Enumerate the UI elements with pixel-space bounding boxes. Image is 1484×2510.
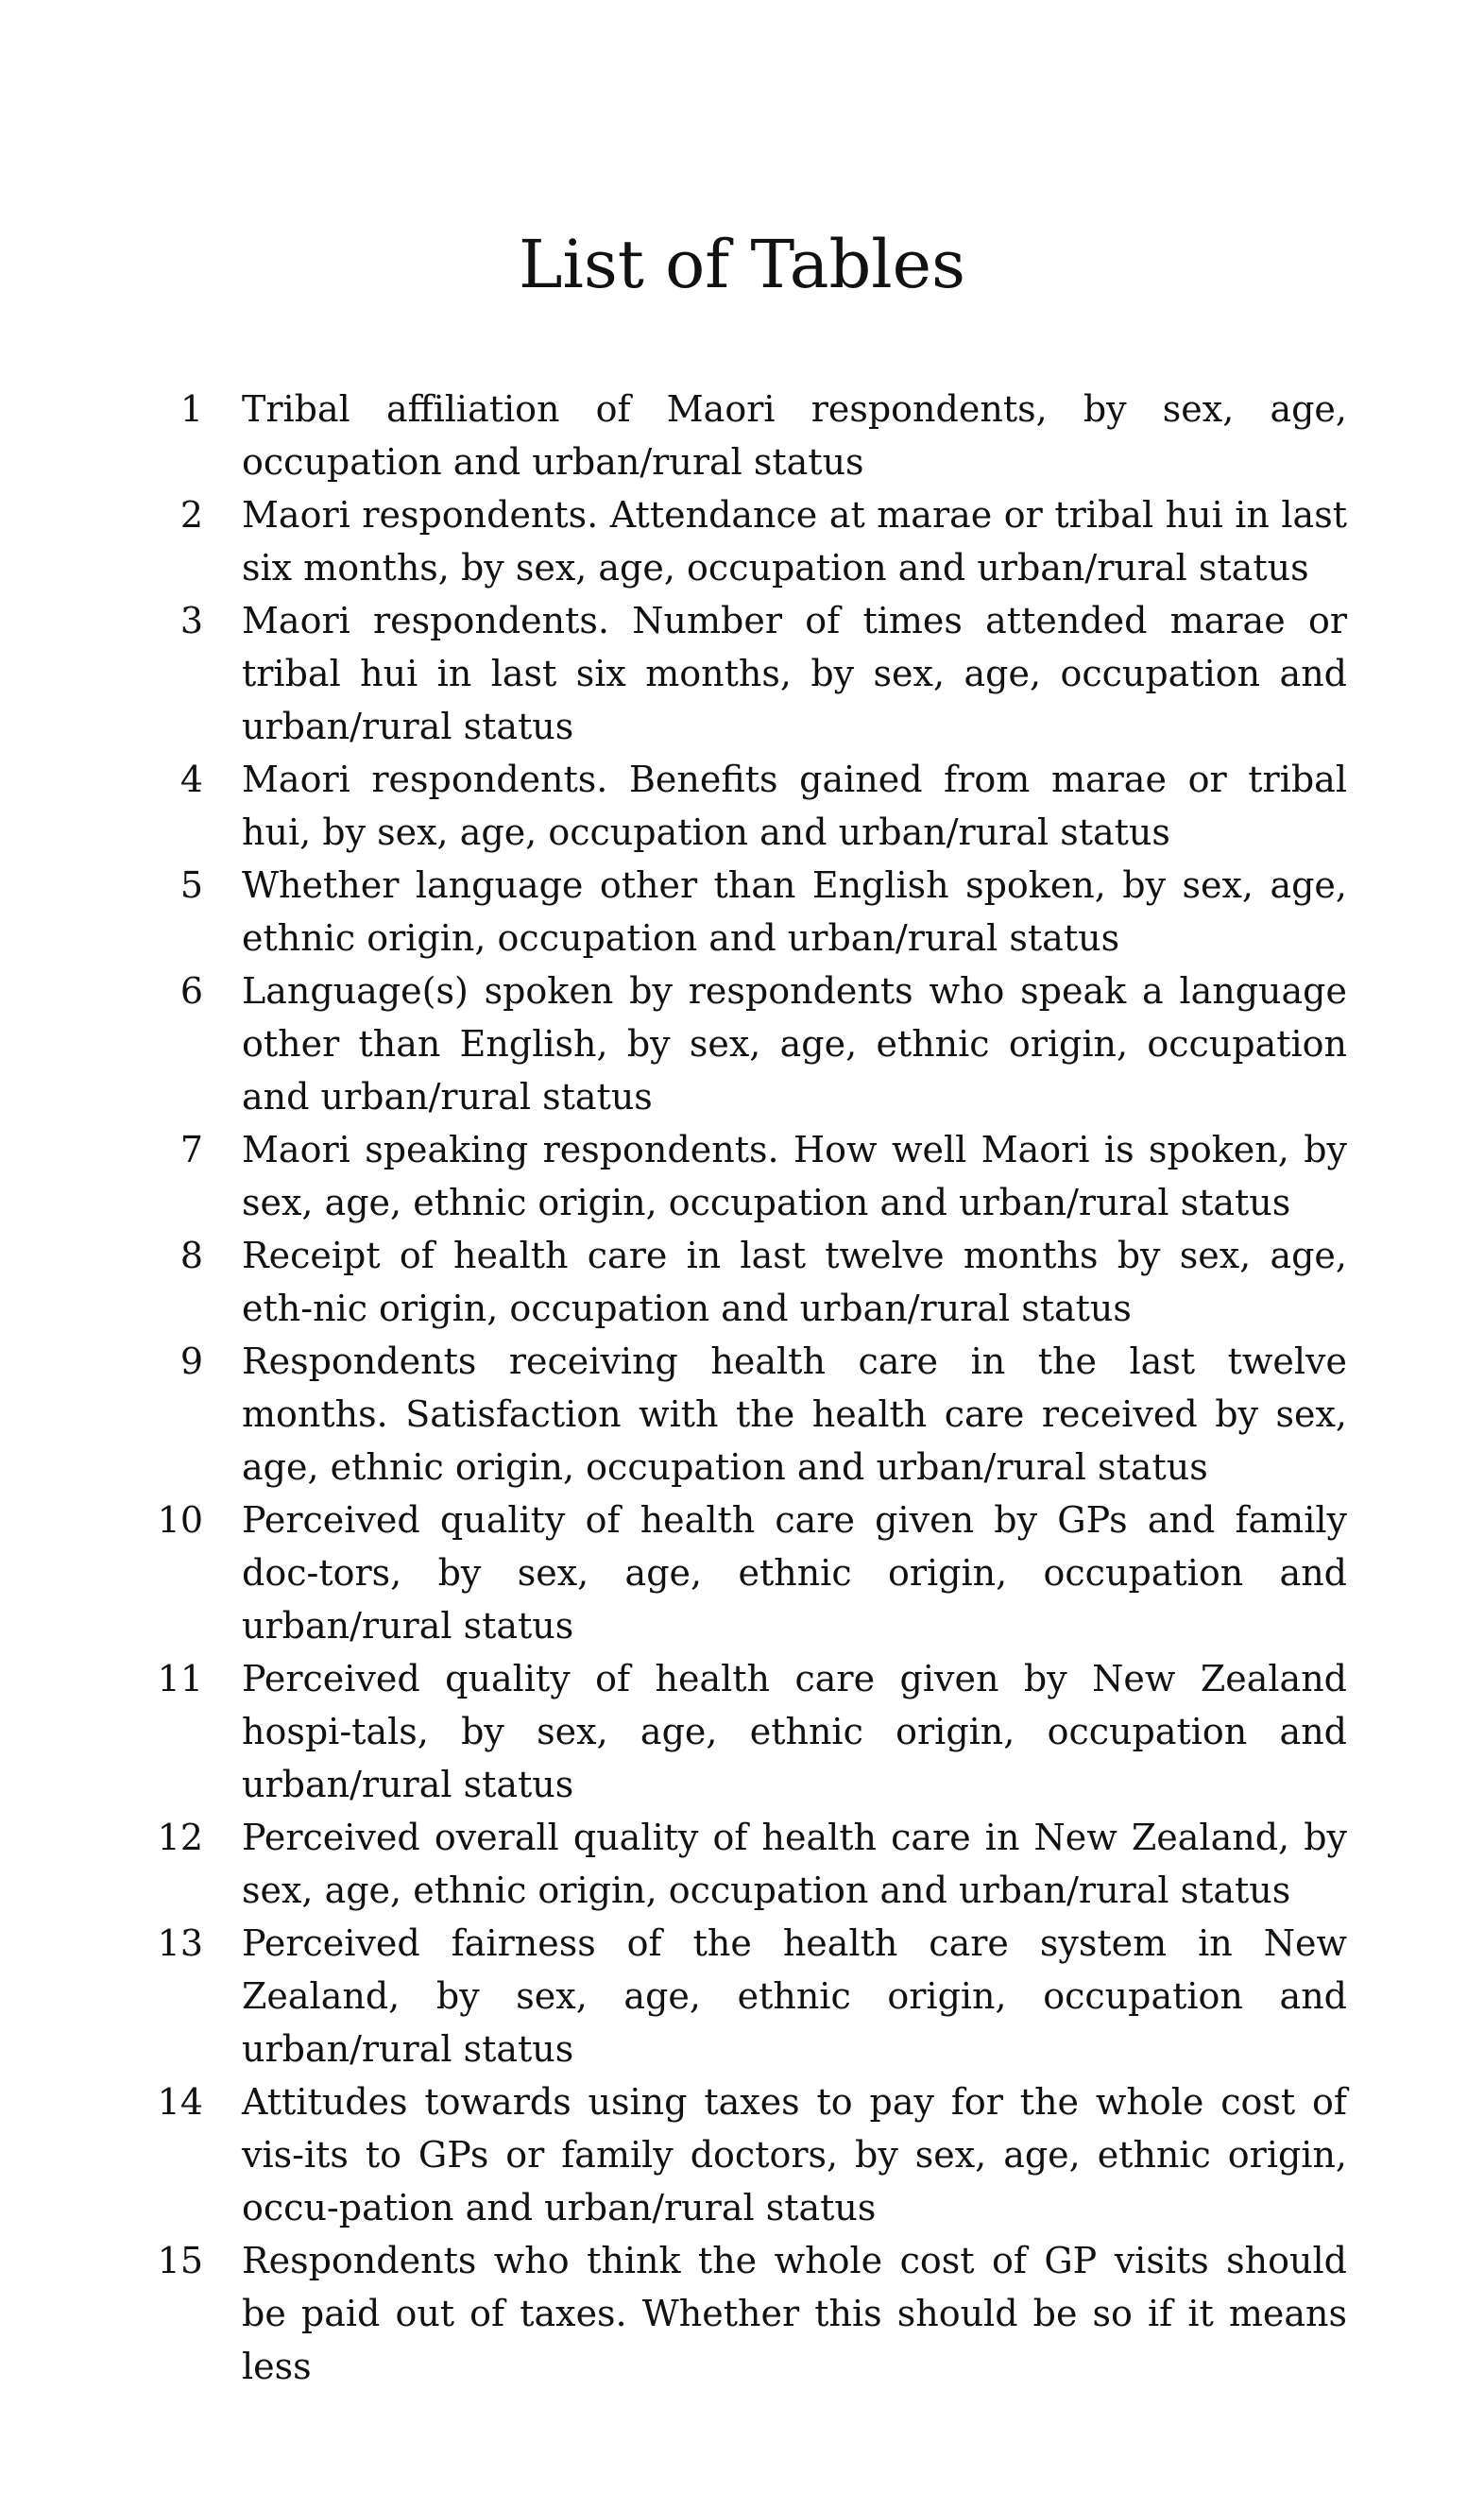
table-title: Receipt of health care in last twelve months by sex, age, eth-nic origin, occupation and urban/rural status <box>242 1235 1347 1329</box>
table-entry-4 <box>0 753 1484 859</box>
table-entry-9 <box>0 1335 1484 1494</box>
page-title: List of Tables <box>518 226 965 303</box>
table-entry-7 <box>0 1123 1484 1229</box>
table-number: 13 <box>157 1922 203 1964</box>
table-number: 7 <box>179 1129 203 1170</box>
table-title: Language(s) spoken by respondents who speak a language other than English, by sex, age, ethnic origin, occupation and urban/rural status <box>242 970 1347 1118</box>
table-number: 12 <box>157 1817 203 1858</box>
table-title: Attitudes towards using taxes to pay for the whole cost of vis-its to GPs or family doctors, by sex, age, ethnic origin, occu-pation and urban/rural status <box>242 2081 1347 2228</box>
table-entry-13 <box>0 1917 1484 2075</box>
table-title: Whether language other than English spoken, by sex, age, ethnic origin, occupation and urban/rural status <box>242 864 1347 959</box>
table-entry-6 <box>0 965 1484 1123</box>
table-title: Respondents receiving health care in the last twelve months. Satisfaction with the health care received by sex, age, ethnic origin, occupation and urban/rural status <box>242 1340 1347 1488</box>
table-number: 11 <box>157 1658 203 1699</box>
table-number: 2 <box>179 494 203 536</box>
table-entry-8 <box>0 1229 1484 1335</box>
table-number: 4 <box>179 759 203 800</box>
table-entry-12 <box>0 1811 1484 1917</box>
list-of-tables <box>0 383 1484 2393</box>
table-number: 9 <box>179 1340 203 1382</box>
table-number: 1 <box>179 388 203 430</box>
table-entry-2 <box>0 488 1484 594</box>
table-entry-3 <box>0 594 1484 753</box>
table-entry-11 <box>0 1652 1484 1811</box>
table-entry-15 <box>0 2234 1484 2393</box>
table-title: Maori respondents. Attendance at marae or tribal hui in last six months, by sex, age, occupation and urban/rural status <box>242 494 1347 589</box>
table-title: Tribal affiliation of Maori respondents, by sex, age, occupation and urban/rural status <box>242 388 1347 483</box>
table-title: Perceived quality of health care given by GPs and family doc-tors, by sex, age, ethnic origin, occupation and urban/rural status <box>242 1499 1347 1647</box>
table-title: Perceived overall quality of health care in New Zealand, by sex, age, ethnic origin, occupation and urban/rural status <box>242 1817 1347 1911</box>
table-entry-10 <box>0 1494 1484 1652</box>
table-title: Maori speaking respondents. How well Maori is spoken, by sex, age, ethnic origin, occupation and urban/rural status <box>242 1129 1347 1223</box>
table-title: Maori respondents. Benefits gained from marae or tribal hui, by sex, age, occupation and urban/rural status <box>242 759 1347 853</box>
table-number: 15 <box>157 2240 203 2281</box>
table-number: 8 <box>179 1235 203 1276</box>
table-number: 3 <box>179 600 203 641</box>
table-number: 5 <box>179 864 203 906</box>
table-title: Maori respondents. Number of times attended marae or tribal hui in last six months, by sex, age, occupation and urban/rural status <box>242 600 1347 747</box>
table-number: 6 <box>179 970 203 1012</box>
table-entry-14 <box>0 2075 1484 2234</box>
table-title: Perceived fairness of the health care system in New Zealand, by sex, age, ethnic origin, occupation and urban/rural status <box>242 1922 1347 2070</box>
table-entry-1 <box>0 383 1484 488</box>
table-title: Respondents who think the whole cost of GP visits should be paid out of taxes. Whether this should be so if it means less <box>242 2240 1347 2387</box>
table-number: 14 <box>157 2081 203 2123</box>
table-title: Perceived quality of health care given by New Zealand hospi-tals, by sex, age, ethnic origin, occupation and urban/rural status <box>242 1658 1347 1805</box>
table-entry-5 <box>0 859 1484 965</box>
table-number: 10 <box>157 1499 203 1541</box>
